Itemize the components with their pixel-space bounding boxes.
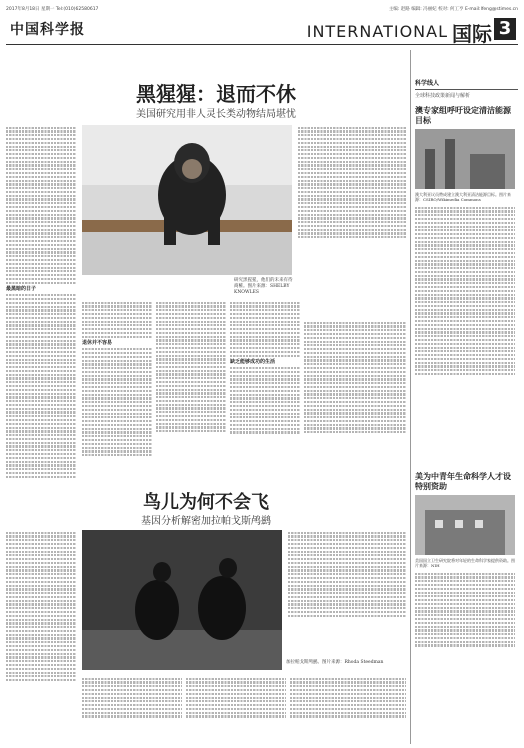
- chimpanzee-illustration: [82, 125, 292, 275]
- sidebar-section-label: 科学线人: [415, 76, 518, 90]
- sidebar-item2-photo: [415, 495, 515, 555]
- article1-headline: 黑猩猩：退而不休: [136, 82, 296, 106]
- top-info-bar: [6, 4, 518, 14]
- newspaper-logo: 中国科学报: [10, 22, 85, 38]
- cormorant-photo: [82, 530, 282, 670]
- article1-column-2: [82, 300, 152, 480]
- article2-headline: 鸟儿为何不会飞: [143, 492, 269, 513]
- sidebar-item2-caption: 美国国立卫生研究院将对年轻的生命科学家提供资助。图片来源：NIH: [415, 558, 515, 568]
- cormorant-illustration: [82, 530, 282, 670]
- chimpanzee-photo: [82, 125, 292, 275]
- date-line: 2017年8月18日 星期一 Tel:(010)62580617: [6, 7, 99, 12]
- article1-section-heading-1: 最黑暗的日子: [6, 285, 37, 292]
- article1-subhead: 美国研究用非人灵长类动物结局堪忧: [136, 109, 296, 120]
- article1-column-top-right: [298, 125, 406, 315]
- article1-column-5: [304, 320, 406, 480]
- sidebar-item2-title: 美为中青年生命科学人才设特别资助: [415, 471, 511, 491]
- power-station-illustration: [415, 129, 515, 189]
- sidebar-item1-caption: 澳大利亚议员赞成建立澳大利亚清洁能源目标。图片来源：CSIRO/Wikimedia Commons: [415, 192, 511, 202]
- section-name-en: INTERNATIONAL: [306, 22, 448, 41]
- page-number: 3: [494, 18, 516, 40]
- sidebar-item1-body: [415, 205, 515, 465]
- sidebar-section-sub: 全球科技政策新闻与解析: [415, 93, 471, 99]
- article1-section-heading-2: 退休并不容易: [82, 339, 113, 346]
- article1-column-4: [230, 300, 300, 480]
- masthead: [6, 15, 518, 45]
- staff-line: 主编: 赵路 编辑: 冯丽妃 校对: 何工亨 E-mail:lfeng@stimes.cn: [388, 7, 518, 12]
- main-content: [6, 50, 406, 744]
- section-name-cn: 国际: [452, 22, 492, 46]
- article2-column-5: [290, 676, 406, 740]
- sidebar-item1-photo: [415, 129, 515, 189]
- cormorant-photo-caption: 加拉帕戈斯鸬鹚。图片来源：Rhoda Steedman: [286, 660, 384, 665]
- article1-column-1: [6, 125, 76, 480]
- article1-section-heading-3: 缺乏能够成功的生活: [230, 358, 276, 365]
- sidebar: [410, 50, 518, 744]
- chimpanzee-photo-caption: 研究黑猩猩，他们的未来有待商榷。图片来源：SHELBY KNOWLES: [234, 278, 293, 295]
- sidebar-item2-body: [415, 571, 515, 691]
- article2-column-1: [6, 530, 76, 740]
- article2-column-4: [186, 676, 286, 740]
- article1-column-3: [156, 300, 226, 480]
- article2-column-3: [82, 676, 182, 740]
- sidebar-item1-title: 澳专家组呼吁设定清洁能源目标: [415, 105, 511, 125]
- nih-building-illustration: [415, 495, 515, 555]
- article2-subhead: 基因分析解密加拉帕戈斯鸬鹚: [141, 516, 271, 527]
- article2-column-2: [288, 530, 406, 655]
